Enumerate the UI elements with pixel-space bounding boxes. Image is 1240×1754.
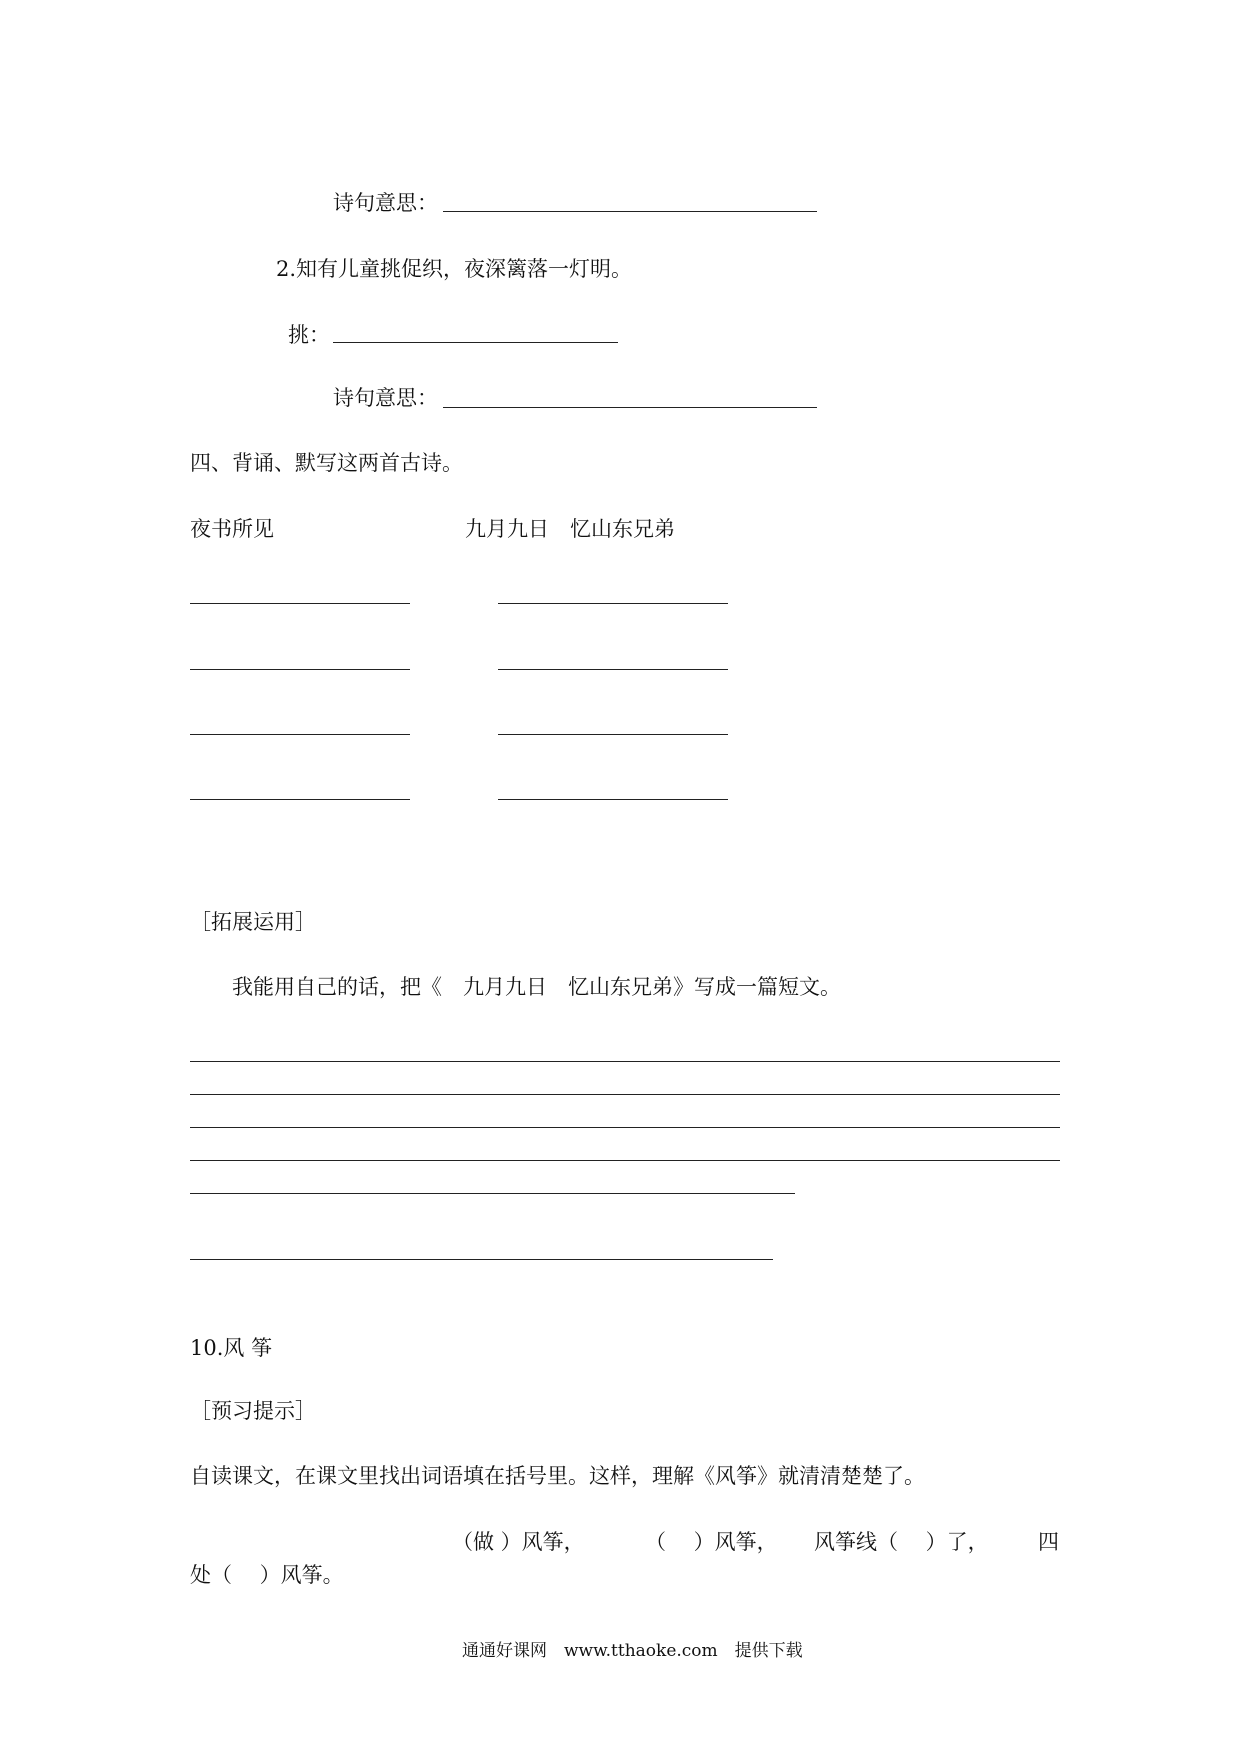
preview-heading: ［预习提示］ (190, 1399, 316, 1423)
poem-right-line-4[interactable] (498, 799, 728, 800)
poem-line-2: 2.知有儿童挑促织，夜深篱落一灯明。 (276, 257, 633, 281)
meaning-blank-1[interactable] (443, 211, 817, 212)
poem-right-line-3[interactable] (498, 734, 728, 735)
fill-blank-2[interactable]: （ ）风筝， (645, 1530, 778, 1554)
poem-left-line-1[interactable] (190, 603, 410, 604)
poem-right-line-2[interactable] (498, 669, 728, 670)
meaning-label-1: 诗句意思： (333, 191, 438, 215)
fill-blank-4-start: 四 (1038, 1530, 1059, 1554)
poem-right-title: 九月九日 忆山东兄弟 (465, 517, 675, 541)
word-label-tiao: 挑： (288, 323, 330, 347)
essay-line-6[interactable] (190, 1259, 773, 1260)
poem-right-line-1[interactable] (498, 603, 728, 604)
word-blank-tiao[interactable] (333, 342, 618, 343)
lesson-10-title: 10.风 筝 (190, 1336, 273, 1360)
essay-line-4[interactable] (190, 1160, 1060, 1161)
essay-line-1[interactable] (190, 1061, 1060, 1062)
poem-left-title: 夜书所见 (190, 517, 274, 541)
extension-heading: ［拓展运用］ (190, 910, 316, 934)
meaning-blank-2[interactable] (443, 407, 817, 408)
poem-left-line-4[interactable] (190, 799, 410, 800)
essay-line-5[interactable] (190, 1193, 795, 1194)
essay-line-3[interactable] (190, 1127, 1060, 1128)
fill-blank-1[interactable]: （做 ）风筝， (452, 1530, 585, 1554)
meaning-label-2: 诗句意思： (333, 386, 438, 410)
lesson-10-instruction: 自读课文，在课文里找出词语填在括号里。这样，理解《风筝》就清清楚楚了。 (190, 1464, 925, 1488)
essay-line-2[interactable] (190, 1094, 1060, 1095)
fill-blank-3[interactable]: 风筝线（ ）了， (814, 1530, 989, 1554)
section-4-heading: 四、背诵、默写这两首古诗。 (190, 451, 463, 475)
poem-left-line-2[interactable] (190, 669, 410, 670)
poem-left-line-3[interactable] (190, 734, 410, 735)
extension-prompt: 我能用自己的话，把《 九月九日 忆山东兄弟》写成一篇短文。 (232, 975, 841, 999)
page-footer: 通通好课网 www.tthaoke.com 提供下载 (462, 1641, 803, 1661)
fill-blank-4-end[interactable]: 处（ ）风筝。 (190, 1563, 344, 1587)
